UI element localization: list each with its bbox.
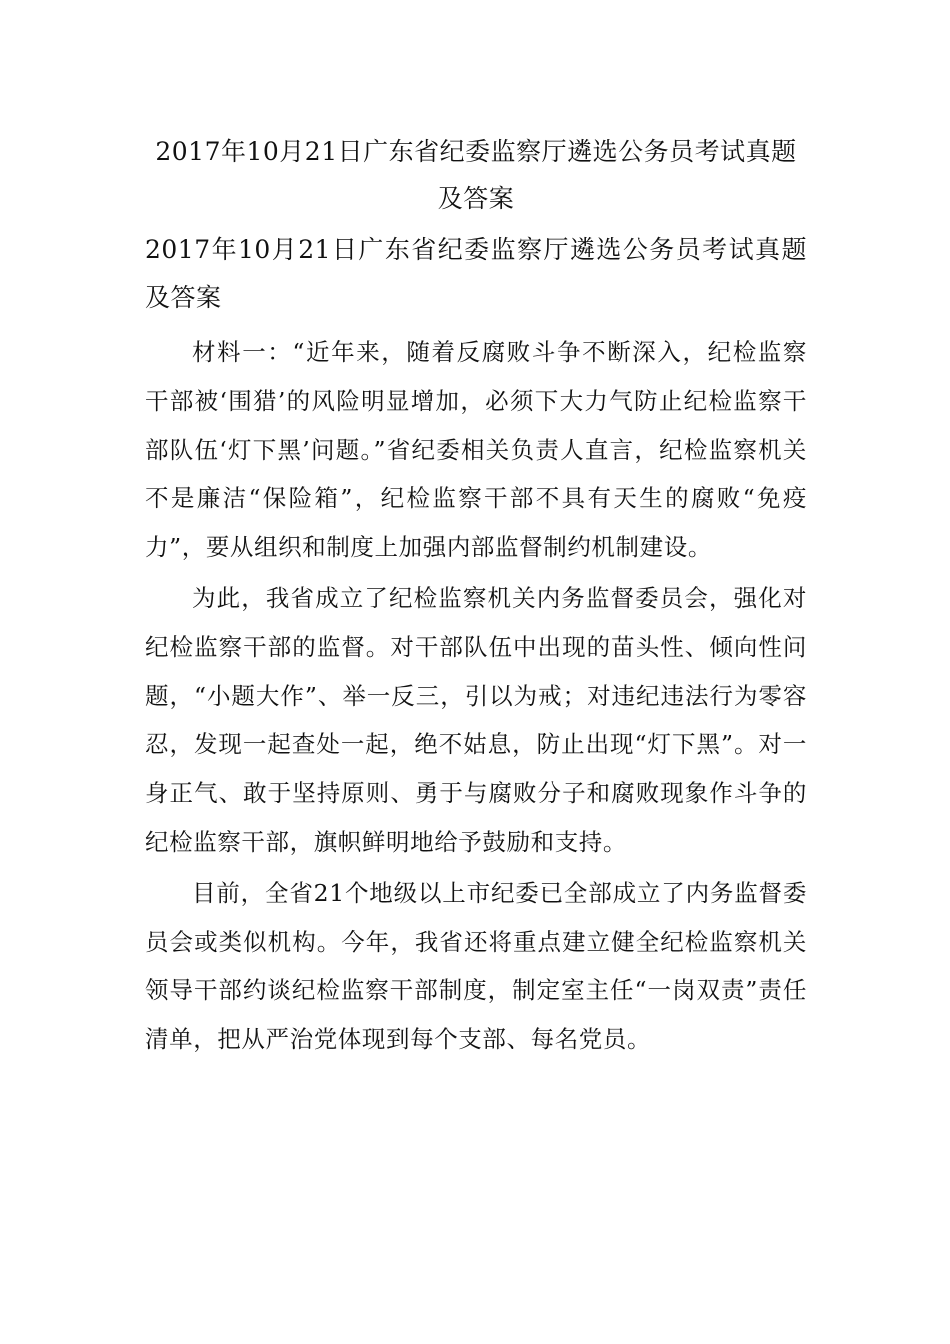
paragraph-current-progress: 目前，全省21个地级以上市纪委已全部成立了内务监督委员会或类似机构。今年，我省还将重点建立健全纪检监察机关领导干部约谈纪检监察干部制度，制定室主任“一岗双责”责任清单，把从严治党体现到每个支部、每名党员。 bbox=[145, 878, 807, 1054]
document-body bbox=[145, 128, 807, 1066]
paragraph-material-one: 材料一：“近年来，随着反腐败斗争不断深入，纪检监察干部被‘围猎’的风险明显增加，必须下大力气防止纪检监察干部队伍‘灯下黑’问题。”省纪委相关负责人直言，纪检监察机关不是廉洁“保险箱”，纪检监察干部不具有天生的腐败“免疫力”，要从组织和制度上加强内部监督制约机制建设。 bbox=[145, 338, 807, 562]
document-title-repeat: 2017年10月21日广东省纪委监察厅遴选公务员考试真题及答案 bbox=[145, 235, 807, 312]
paragraph-supervision-committee: 为此，我省成立了纪检监察机关内务监督委员会，强化对纪检监察干部的监督。对干部队伍中出现的苗头性、倾向性问题，“小题大作”、举一反三，引以为戒；对违纪违法行为零容忍，发现一起查处一起，绝不姑息，防止出现“灯下黑”。对一身正气、敢于坚持原则、勇于与腐败分子和腐败现象作斗争的纪检监察干部，旗帜鲜明地给予鼓励和支持。 bbox=[145, 583, 807, 856]
document-title: 2017年10月21日广东省纪委监察厅遴选公务员考试真题及答案 bbox=[155, 137, 797, 213]
